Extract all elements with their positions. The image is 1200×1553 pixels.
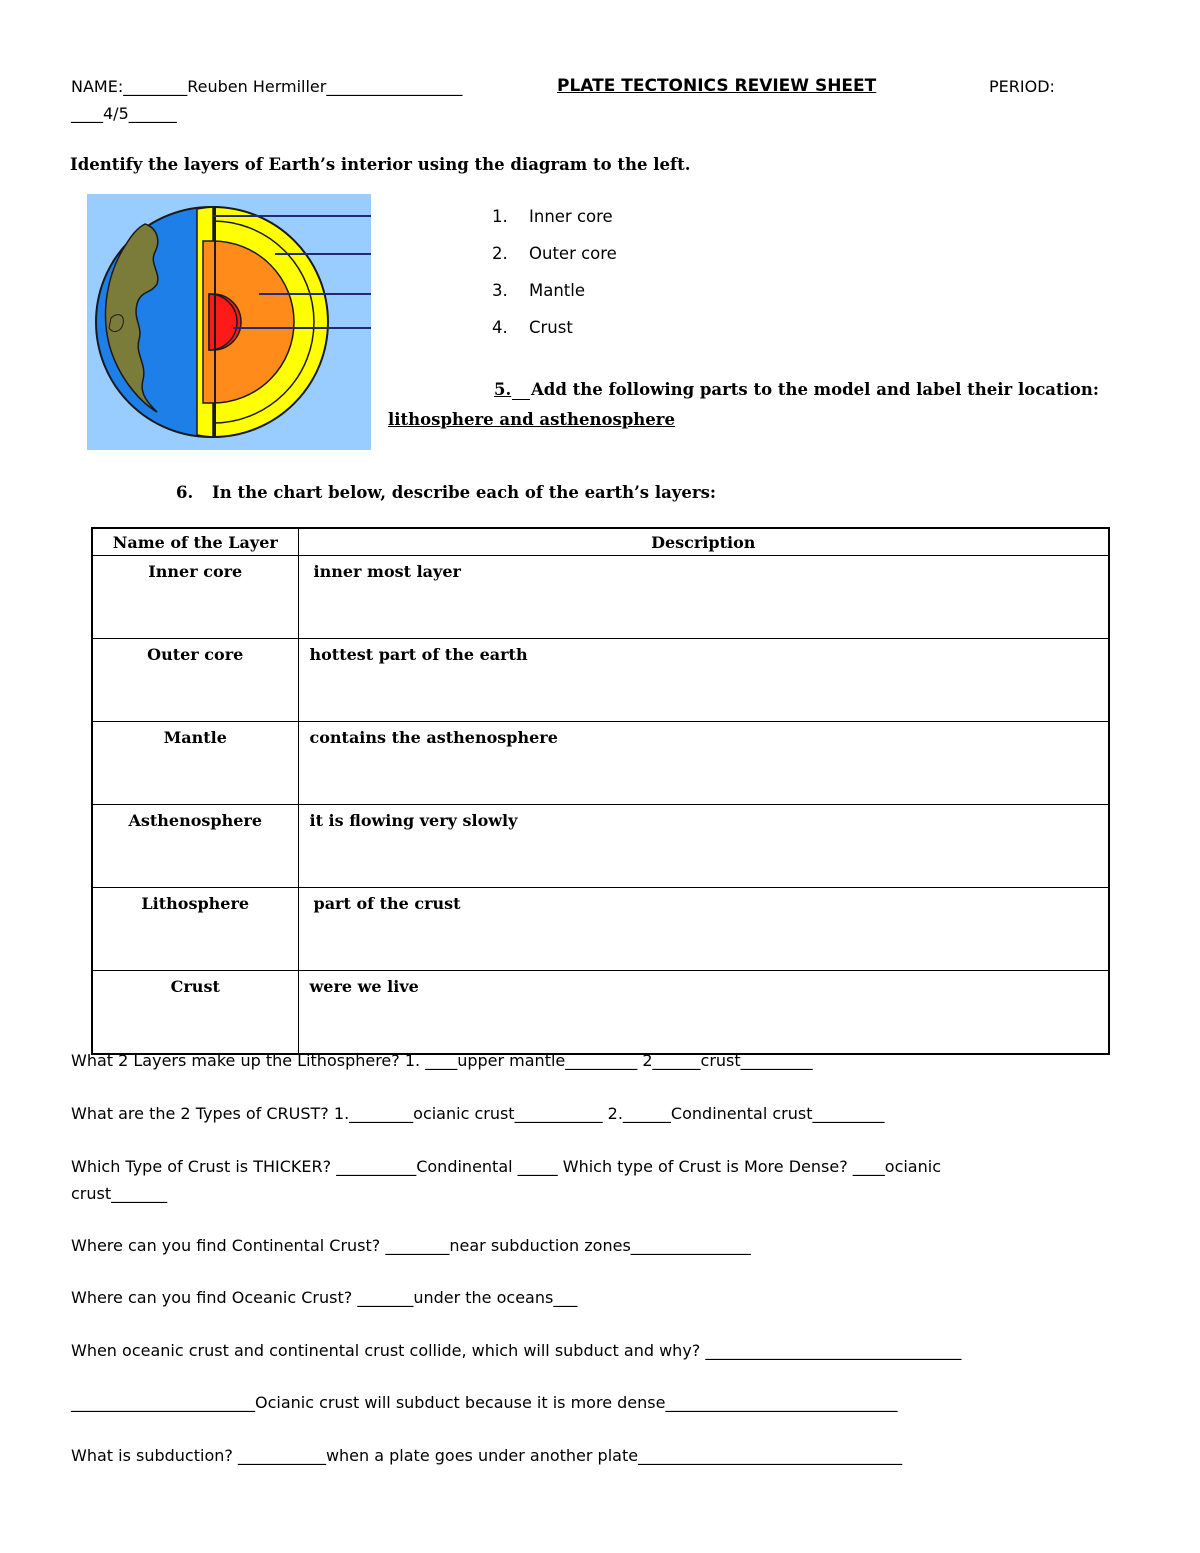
- table-header-name: Name of the Layer: [92, 528, 298, 556]
- layer-name: Mantle: [92, 722, 298, 805]
- list-item: 3. Mantle: [492, 281, 586, 300]
- table-row: [92, 971, 1109, 1055]
- question-collision-answer: _______________________Ocianic crust will subduct because it is more dense_____________________________: [71, 1393, 898, 1412]
- table-header-row: [92, 528, 1109, 556]
- table-row: [92, 888, 1109, 971]
- layer-description[interactable]: part of the crust: [298, 888, 1109, 971]
- task5-underline: [512, 380, 530, 400]
- question-continental-location: Where can you find Continental Crust? ________near subduction zones_______________: [71, 1236, 751, 1255]
- question-lithosphere-layers: What 2 Layers make up the Lithosphere? 1. ____upper mantle_________ 2______crust_________: [71, 1051, 813, 1070]
- table-header-description: Description: [298, 528, 1109, 556]
- layer-name: Asthenosphere: [92, 805, 298, 888]
- layer-description[interactable]: inner most layer: [298, 556, 1109, 639]
- list-item: 4. Crust: [492, 318, 573, 337]
- task5-text: Add the following parts to the model and label their location:: [531, 380, 1099, 399]
- instruction-text: Identify the layers of Earth’s interior using the diagram to the left.: [70, 155, 691, 174]
- layer-description[interactable]: contains the asthenosphere: [298, 722, 1109, 805]
- task5-number: 5.: [494, 380, 512, 399]
- table-row: [92, 805, 1109, 888]
- list-item: 2. Outer core: [492, 244, 617, 263]
- period-value: ____4/5______: [71, 104, 177, 123]
- layer-list: [492, 206, 617, 354]
- period-label: PERIOD:: [989, 77, 1055, 96]
- task5-parts: lithosphere and asthenosphere: [388, 410, 675, 429]
- layer-name: Outer core: [92, 639, 298, 722]
- task6-text: In the chart below, describe each of the earth’s layers:: [212, 483, 716, 502]
- layer-description[interactable]: were we live: [298, 971, 1109, 1055]
- table-row: [92, 722, 1109, 805]
- page-title: PLATE TECTONICS REVIEW SHEET: [557, 76, 877, 96]
- layer-description[interactable]: hottest part of the earth: [298, 639, 1109, 722]
- task6-number: 6.: [176, 483, 194, 502]
- earth-cross-section-icon: [87, 194, 371, 450]
- table-row: [92, 639, 1109, 722]
- question-oceanic-location: Where can you find Oceanic Crust? _______under the oceans___: [71, 1288, 578, 1307]
- layers-table: [91, 527, 1110, 1055]
- list-item: 1. Inner core: [492, 207, 613, 226]
- earth-diagram: [87, 194, 371, 450]
- name-line: NAME:________Reuben Hermiller_________________: [71, 77, 463, 96]
- question-collision: When oceanic crust and continental crust collide, which will subduct and why? ________________________________: [71, 1341, 962, 1360]
- question-thicker-denser-cont: crust_______: [71, 1184, 168, 1203]
- layer-name: Lithosphere: [92, 888, 298, 971]
- question-crust-types: What are the 2 Types of CRUST? 1.________ocianic crust___________ 2.______Condinental crust_________: [71, 1104, 885, 1123]
- layer-name: Crust: [92, 971, 298, 1055]
- layer-name: Inner core: [92, 556, 298, 639]
- table-row: [92, 556, 1109, 639]
- question-thicker-denser: Which Type of Crust is THICKER? __________Condinental _____ Which type of Crust is More Dense? ____ocianic: [71, 1157, 941, 1176]
- layer-description[interactable]: it is flowing very slowly: [298, 805, 1109, 888]
- question-subduction: What is subduction? ___________when a plate goes under another plate_________________________________: [71, 1446, 903, 1465]
